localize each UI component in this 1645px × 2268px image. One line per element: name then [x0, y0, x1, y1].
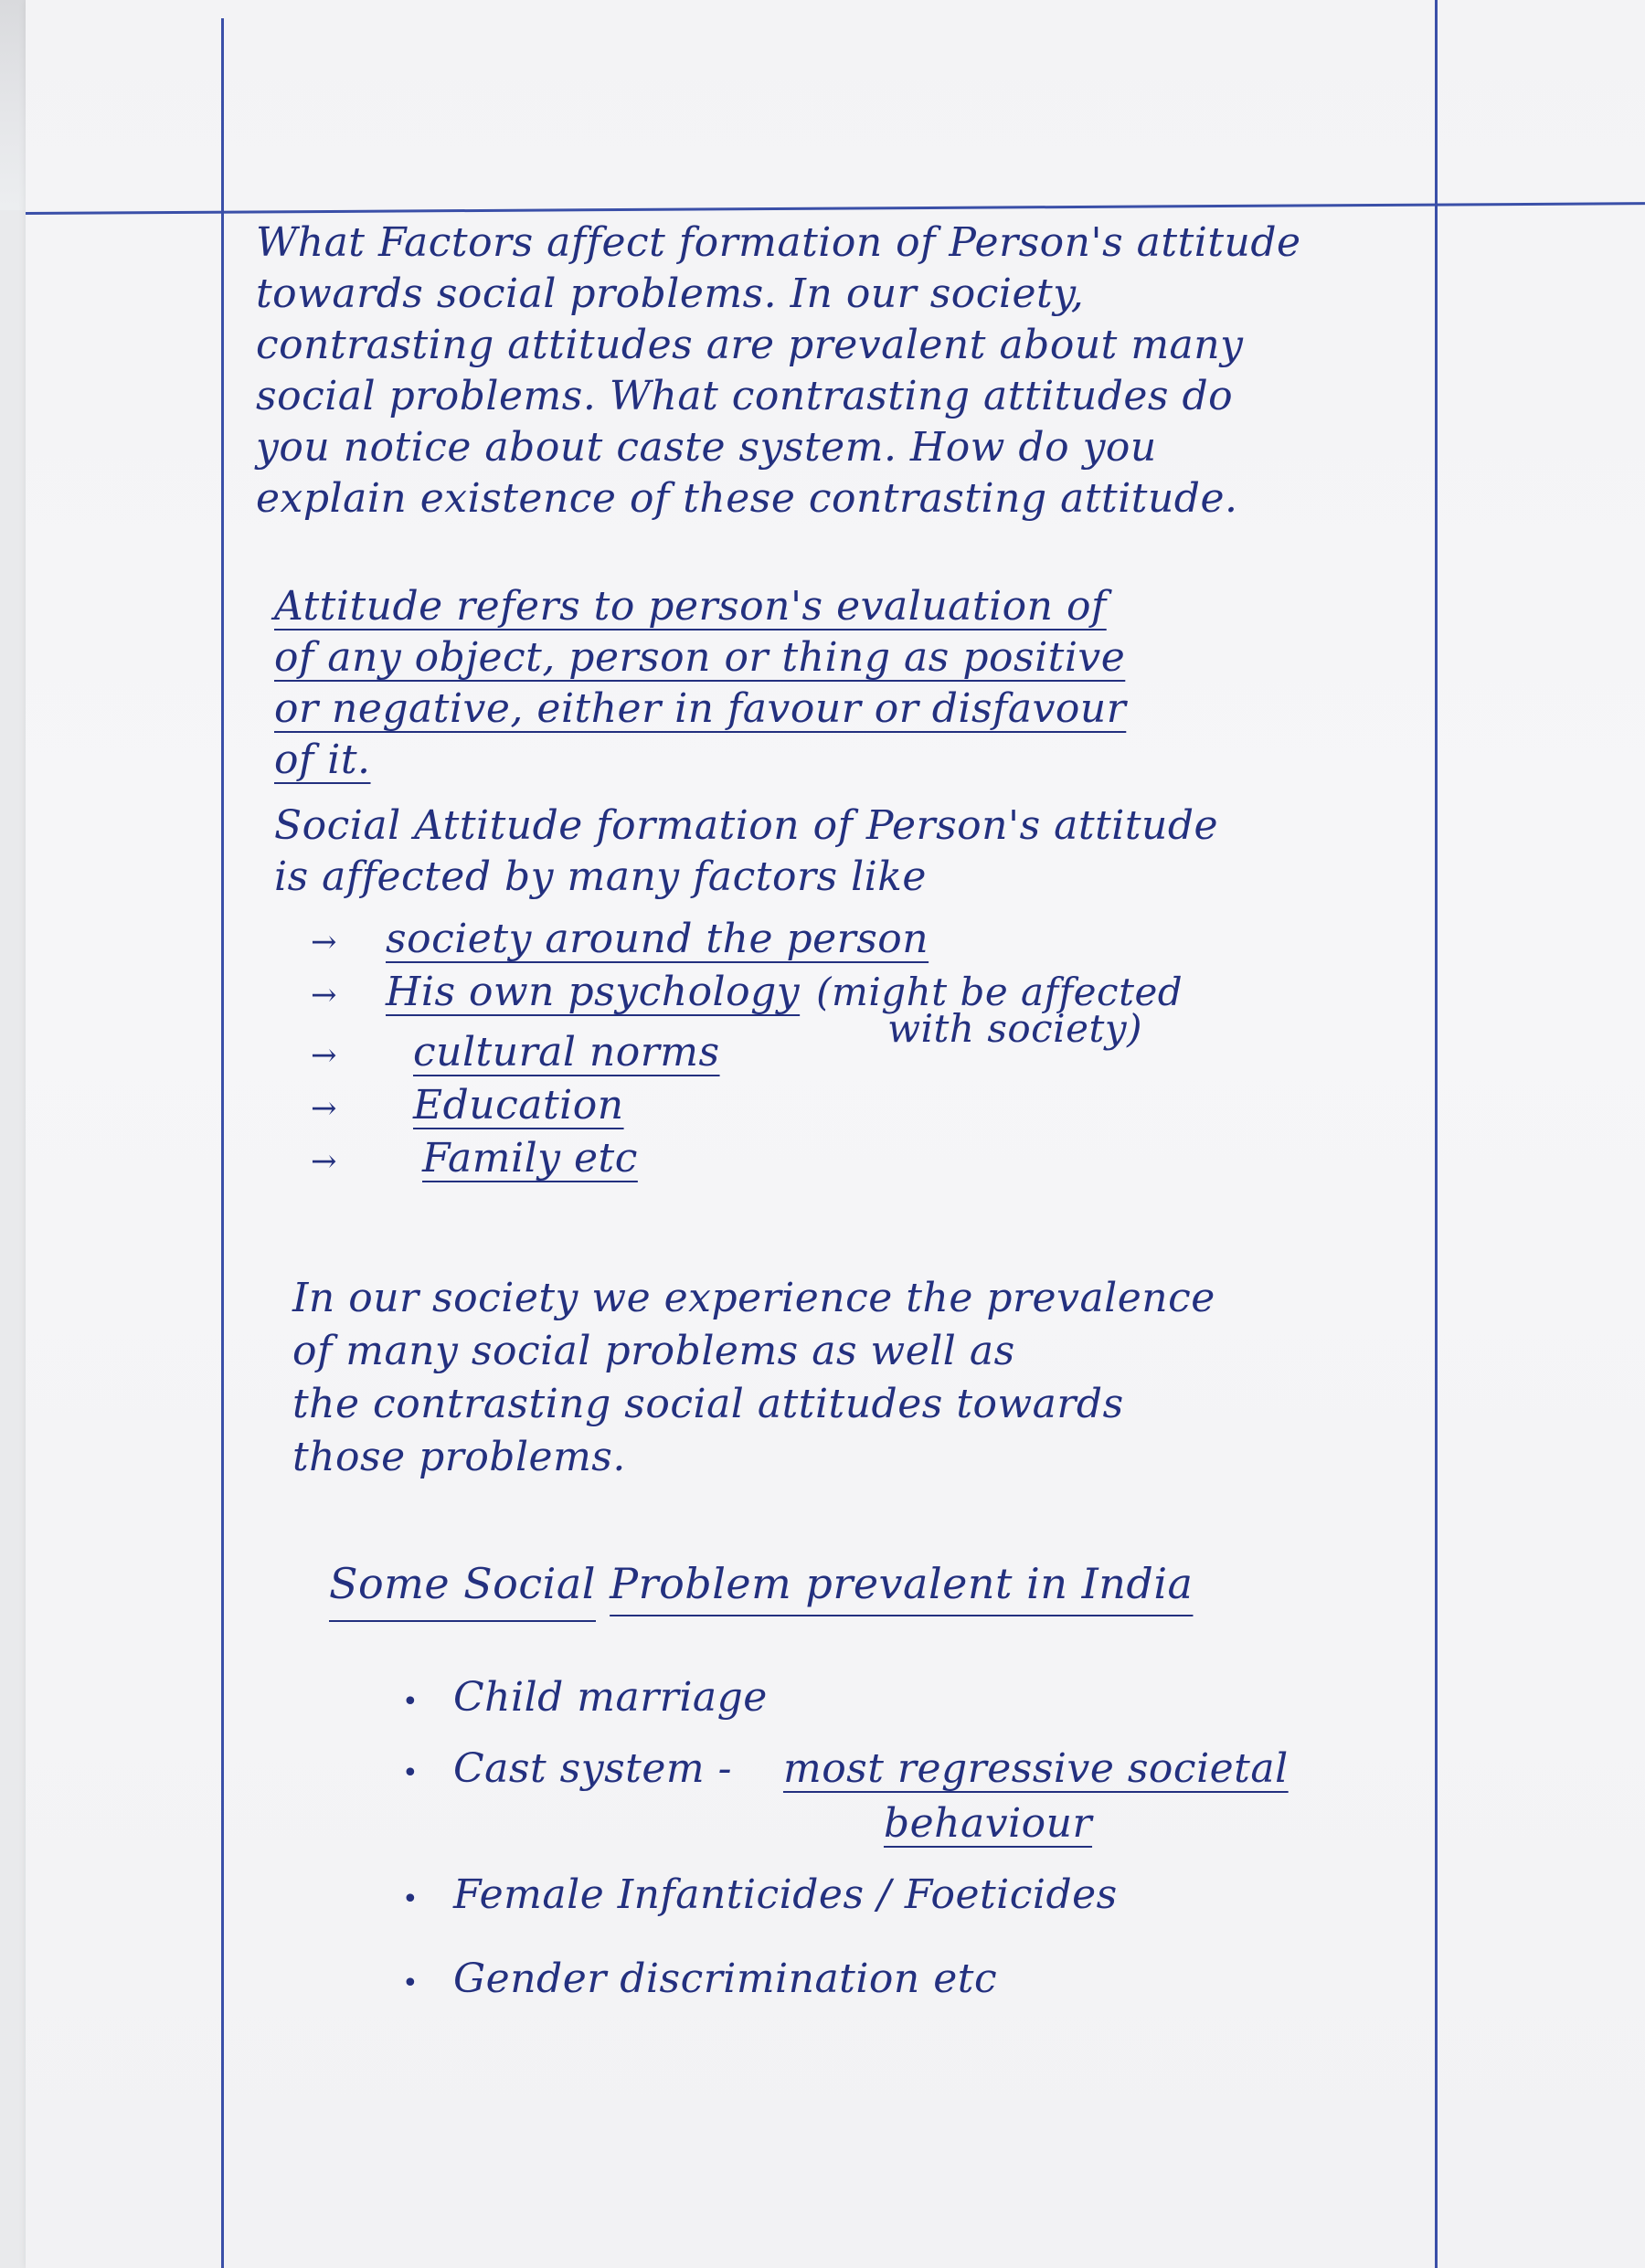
definition-line-end: of it.: [274, 737, 371, 783]
note-line: with society): [887, 1006, 1142, 1051]
factor-item: [311, 916, 1453, 969]
problem-text: Gender discrimination etc: [453, 1955, 998, 2002]
left-margin-line: [221, 18, 224, 2268]
question-line: towards social problems. In our society,: [256, 270, 1085, 317]
factor-text: Family etc: [422, 1135, 638, 1182]
social-attitude-line: Social Attitude formation of Person's attitude: [274, 802, 1219, 849]
bullet-icon: •: [402, 1757, 419, 1789]
attitude-definition: [274, 581, 1453, 786]
problem-item: [402, 1674, 1453, 1742]
question-line: social problems. What contrasting attitudes do: [256, 373, 1234, 419]
social-attitude-line: is affected by many factors like: [274, 853, 927, 900]
problem-text: Child marriage: [453, 1674, 768, 1721]
problems-list: [402, 1674, 1453, 2023]
arrow-icon: →: [311, 1037, 337, 1074]
problem-item: [402, 1742, 1453, 1871]
definition-line: of any object, person or thing as positive: [274, 634, 1126, 681]
question-line: contrasting attitudes are prevalent about many: [256, 322, 1244, 368]
factor-item: [311, 969, 1453, 1051]
heading-part: Problem prevalent in India: [610, 1559, 1194, 1608]
factor-text: Education: [413, 1082, 624, 1129]
question-paragraph: [256, 217, 1453, 525]
factor-item: [311, 1135, 1453, 1199]
society-paragraph: [292, 1272, 1453, 1484]
section-heading: [329, 1559, 1453, 1608]
problem-text: Female Infanticides / Foeticides: [453, 1871, 1118, 1918]
factor-text: society around the person: [386, 916, 929, 962]
arrow-icon: →: [311, 1090, 337, 1127]
arrow-icon: →: [311, 977, 337, 1013]
factor-text: cultural norms: [413, 1029, 720, 1076]
arrow-icon: →: [311, 924, 337, 960]
definition-line: Attitude refers to person's evaluation of: [274, 583, 1107, 630]
bullet-icon: •: [402, 1967, 419, 1999]
definition-line: [274, 735, 1453, 786]
society-line: the contrasting social attitudes towards: [292, 1381, 1124, 1427]
bullet-icon: •: [402, 1883, 419, 1915]
psychology-note: [816, 970, 1183, 1051]
problem-item: [402, 1871, 1453, 1955]
society-line: of many social problems as well as: [292, 1328, 1015, 1374]
question-line: What Factors affect formation of Person's attitude: [256, 219, 1301, 266]
problem-item: [402, 1955, 1453, 2023]
note-line: (might be affected: [816, 970, 1183, 1014]
arrow-icon: →: [311, 1143, 337, 1180]
social-attitude-paragraph: [274, 800, 1453, 903]
society-line: In our society we experience the prevalence: [292, 1275, 1215, 1321]
remark-line: most regressive societal: [782, 1745, 1289, 1792]
definition-line: or negative, either in favour or disfavour: [274, 685, 1127, 732]
remark-line: behaviour: [883, 1800, 1093, 1847]
question-line: explain existence of these contrasting attitude.: [256, 475, 1238, 522]
factors-list: [311, 916, 1453, 1199]
heading-part: Some Social: [329, 1559, 596, 1608]
cast-system-remark: [783, 1742, 1289, 1851]
problem-text: Cast system -: [453, 1745, 732, 1792]
factor-text: His own psychology: [386, 969, 801, 1015]
factor-item: [311, 1082, 1453, 1135]
bullet-icon: •: [402, 1686, 419, 1718]
society-line: those problems.: [292, 1434, 626, 1480]
handwritten-notes: [256, 217, 1453, 2023]
question-line: you notice about caste system. How do you: [256, 424, 1157, 471]
